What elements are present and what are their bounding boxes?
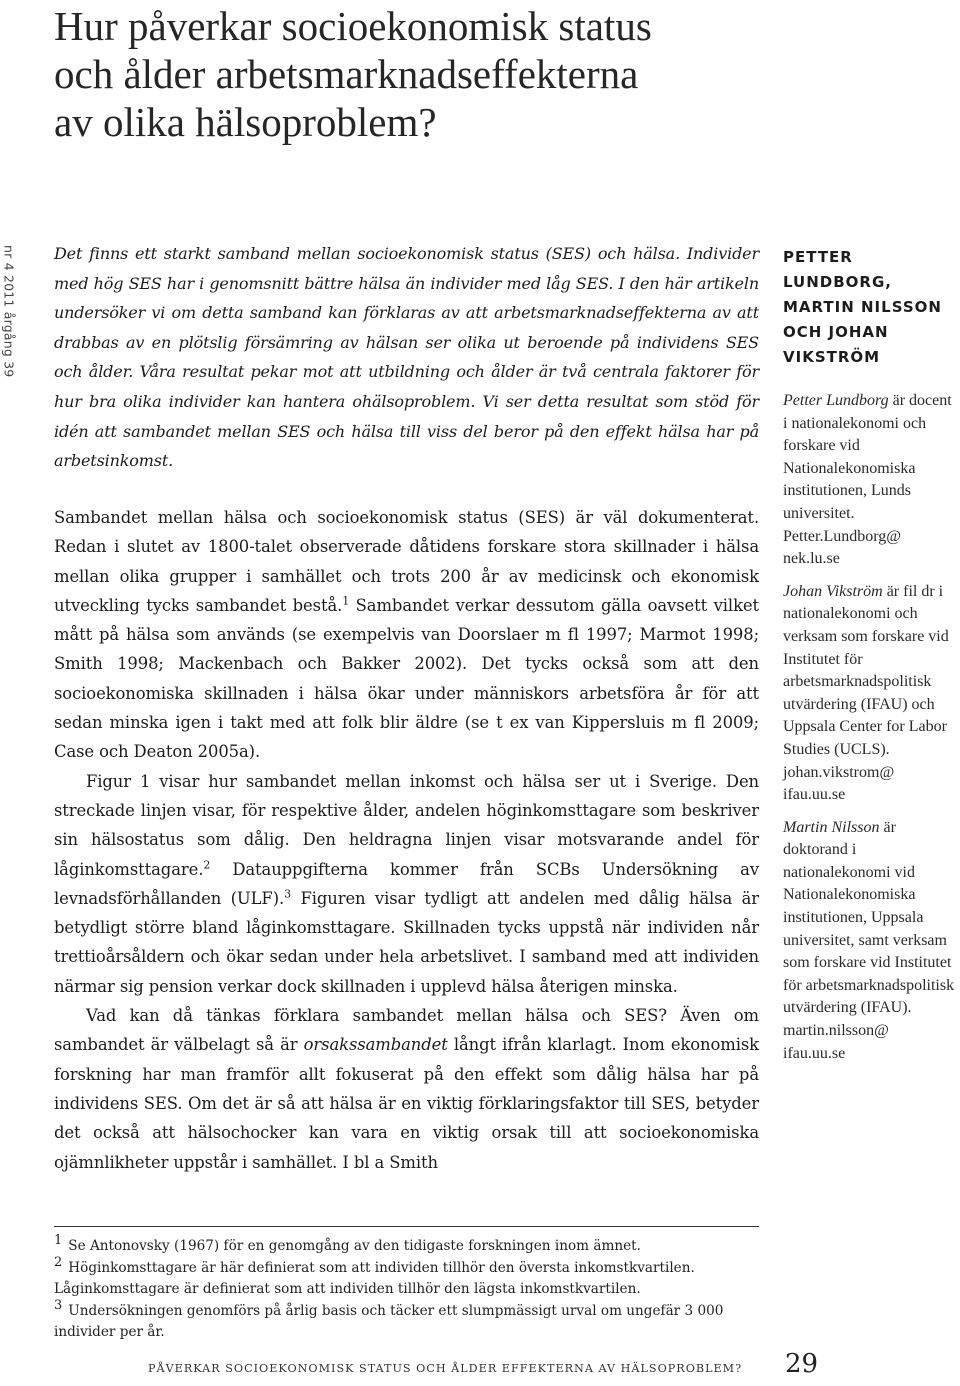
author-bio: Martin Nilsson är doktorand i nationalekonomi vid Nationalekonomiska institutionen, Uppsala universitet, samt verksam som forskare vid Institutet för arbetsmarknadspolitisk utvärdering (IFAU). martin.nilsson@ ifau.uu.se [783, 818, 955, 1062]
article-body [54, 503, 759, 1177]
footnote-ref[interactable]: 1 [342, 594, 350, 608]
title-line: av olika hälsoproblem? [54, 99, 437, 145]
footnote-number: 3 [54, 1297, 63, 1313]
author-names: PETTER LUNDBORG, MARTIN NILSSON OCH JOHAN VIKSTRÖM [783, 248, 942, 366]
body-paragraph: Figur 1 visar hur sambandet mellan inkomst och hälsa ser ut i Sverige. Den streckade linjen visar, för respektive ålder, andelen höginkomsttagare som beskriver sin hälsostatus som dålig. Den heldragna linjen visar motsvarande andel för låginkomsttagare.$^2$ Datauppgifterna kommer från SCBs Undersökning av levnadsförhållanden (ULF).$^3$ Figuren visar tydligt att andelen med dålig hälsa är betydligt större bland låginkomsttagare. Skillnaden tycks uppstå när individen når trettioårsåldern och ökar sedan under hela arbetslivet. I samband med att individen närmar sig pension verkar dock skillnaden i upplevd hälsa återigen minska. [54, 771, 759, 996]
body-paragraph: Vad kan då tänkas förklara sambandet mellan hälsa och SES? Även om sambandet är välbelagt så är orsakssambandet långt ifrån klarlagt. Inom ekonomisk forskning har man framför allt fokuserat på den effekt som dålig hälsa har på individens SES. Om det är så att hälsa är en viktig förklaringsfaktor till SES, betyder det också att hälsochocker kan vara en viktig orsak till att socioekonomiska ojämnlikheter uppstår i samhället. I bl a Smith [54, 1006, 759, 1172]
author-name: Martin Nilsson [783, 818, 880, 836]
footnote-number: 1 [54, 1233, 63, 1249]
issue-label: nr 4 2011 årgång 39 [1, 245, 17, 378]
author-email[interactable]: martin.nilsson@ ifau.uu.se [783, 1022, 889, 1062]
running-title: PÅVERKAR SOCIOEKONOMISK STATUS OCH ÅLDER EFFEKTERNA AV HÄLSOPROBLEM? [148, 1362, 743, 1375]
author-email[interactable]: Petter.Lundborg@ nek.lu.se [783, 527, 901, 568]
footnote-ref[interactable]: 3 [284, 887, 292, 901]
article-title [54, 2, 794, 146]
footnote-divider [54, 1226, 759, 1227]
footnote: $^3$ Undersökningen genomförs på årlig basis och täcker ett slumpmässigt urval om ungefär 3 000 individer per år. [54, 1297, 724, 1340]
author-sidebar [783, 245, 955, 1075]
footnote-number: 2 [54, 1254, 63, 1270]
author-name: Petter Lundborg [783, 392, 889, 409]
page-number: 29 [785, 1349, 819, 1379]
emphasis: orsakssambandet [303, 1035, 448, 1055]
body-paragraph: Sambandet mellan hälsa och socioekonomisk status (SES) är väl dokumenterat. Redan i slutet av 1800-talet observerade dåtidens forskare stora skillnader i hälsa mellan olika grupper i samhället och trots 200 år av medicinsk och ekonomisk utveckling tycks sambandet bestå.$^1$ Sambandet verkar dessutom gälla oavsett vilket mått på hälsa som används (se exempelvis van Doorslaer m fl 1997; Marmot 1998; Smith 1998; Mackenbach och Bakker 2002). Det tycks också som att den socioekonomiska skillnaden i hälsa ökar under människors arbetsföra år för att sedan minska igen i takt med att folk blir äldre (se t ex van Kippersluis m fl 2009; Case och Deaton 2005a). [54, 508, 759, 762]
footnote-ref[interactable]: 2 [203, 858, 211, 872]
footnote: $^2$ Höginkomsttagare är här definierat som att individen tillhör den översta inkomstkvartilen. Låginkomsttagare är definierat som att individen tillhör den lägsta inkomstkvartilen. [54, 1254, 695, 1297]
abstract: Det finns ett starkt samband mellan socioekonomisk status (SES) och hälsa. Individer med hög SES har i genomsnitt bättre hälsa än individer med låg SES. I den här artikeln undersöker vi om detta samband kan förklaras av att arbetsmarknadseffekterna av att drabbas av en plötslig försämring av hälsan ser olika ut beroende på individens SES och ålder. Våra resultat pekar mot att utbildning och ålder är två centrala faktorer för hur bra olika individer kan hantera ohälsoproblem. Vi ser detta resultat som stöd för idén att sambandet mellan SES och hälsa till viss del beror på den effekt hälsa har på arbetsinkomst. [54, 244, 759, 471]
author-name: Johan Vikström [783, 582, 883, 600]
footnotes [54, 1233, 759, 1344]
author-bio: Petter Lundborg är docent i nationalekonomi och forskare vid Nationalekonomiska institutionen, Lunds universitet. Petter.Lundborg@ nek.lu.se [783, 392, 952, 568]
footnote: $^1$ Se Antonovsky (1967) för en genomgång av den tidigaste forskningen inom ämnet. [54, 1233, 641, 1254]
title-line: och ålder arbetsmarknadseffekterna [54, 51, 639, 97]
author-email[interactable]: johan.vikstrom@ ifau.uu.se [783, 763, 895, 804]
issue-spine [0, 245, 18, 378]
title-line: Hur påverkar socioekonomisk status [54, 3, 652, 49]
author-bio: Johan Vikström är fil dr i nationalekonomi och verksam som forskare vid Institutet för arbetsmarknadspolitisk utvärdering (IFAU) och Uppsala Center for Labor Studies (UCLS). johan.vikstrom@ ifau.uu.se [783, 582, 949, 804]
